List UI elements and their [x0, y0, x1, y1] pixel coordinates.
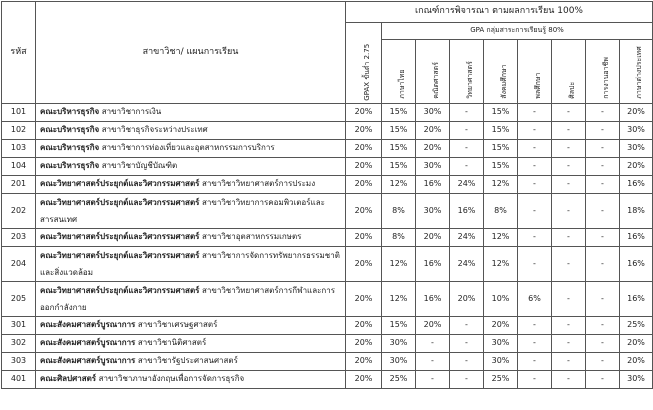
- major-name: สาขาวิชาการท่องเที่ยวและอุตสาหกรรมการบริการ: [99, 143, 275, 153]
- table-row: [2, 104, 653, 122]
- gpax-weight: 20%: [346, 317, 382, 335]
- subject-weight: 8%: [484, 194, 518, 229]
- subject-weight: 30%: [620, 371, 653, 389]
- major-name: สาขาวิชาวิทยาศาสตร์การประมง: [199, 179, 316, 189]
- program-code: 205: [2, 282, 36, 317]
- program-code: 401: [2, 371, 36, 389]
- program-name: [36, 371, 346, 389]
- program-code: 303: [2, 353, 36, 371]
- major-name: สาขาวิชาการเงิน: [99, 107, 162, 117]
- subject-weight: -: [586, 194, 620, 229]
- major-name: สาขาวิชาวิทยาศาสตร์การกีฬาและการออกกำลังกาย: [40, 286, 336, 312]
- table-row: [2, 140, 653, 158]
- subject-weight: -: [552, 335, 586, 353]
- subject-weight: 20%: [450, 282, 484, 317]
- subject-weight: 16%: [620, 176, 653, 194]
- subject-weight: -: [416, 335, 450, 353]
- subject-weight: -: [450, 371, 484, 389]
- subject-weight: 12%: [382, 247, 416, 282]
- gpax-weight: 20%: [346, 335, 382, 353]
- program-code: 104: [2, 158, 36, 176]
- subject-weight: 30%: [484, 353, 518, 371]
- table-row: [2, 176, 653, 194]
- subject-weight: -: [552, 140, 586, 158]
- subject-weight: 20%: [620, 104, 653, 122]
- faculty-name: คณะวิทยาศาสตร์ประยุกต์และวิศวกรรมศาสตร์: [40, 286, 200, 295]
- subject-weight: 12%: [484, 229, 518, 247]
- subject-weight: -: [518, 122, 552, 140]
- subject-weight: 16%: [620, 282, 653, 317]
- table-row: [2, 371, 653, 389]
- subject-weight: 20%: [620, 353, 653, 371]
- subject-weight: -: [586, 247, 620, 282]
- table-row: [2, 282, 653, 317]
- program-header: สาขาวิชา/ แผนการเรียน: [36, 2, 346, 104]
- subject-weight: -: [586, 176, 620, 194]
- subject-weight: 16%: [416, 282, 450, 317]
- major-name: สาขาวิชานิติศาสตร์: [135, 338, 207, 348]
- major-name: สาขาวิชาเศรษฐศาสตร์: [135, 320, 218, 330]
- subject-header: ภาษาต่างประเทศ: [620, 40, 653, 104]
- subject-weight: -: [552, 194, 586, 229]
- subject-weight: -: [450, 140, 484, 158]
- table-row: [2, 353, 653, 371]
- program-code: 204: [2, 247, 36, 282]
- subject-weight: 30%: [382, 353, 416, 371]
- subject-weight: -: [552, 282, 586, 317]
- table-row: [2, 247, 653, 282]
- subject-weight: -: [450, 317, 484, 335]
- admission-criteria-table: [1, 1, 653, 389]
- subject-weight: 24%: [450, 229, 484, 247]
- subject-weight: -: [552, 353, 586, 371]
- subject-header: คณิตศาสตร์: [416, 40, 450, 104]
- subject-weight: -: [450, 122, 484, 140]
- subject-weight: -: [518, 353, 552, 371]
- major-name: สาขาวิชาบัญชีบัณฑิต: [99, 161, 178, 171]
- program-name: [36, 104, 346, 122]
- subject-header: พลศึกษา: [518, 40, 552, 104]
- program-name: [36, 247, 346, 282]
- subject-header: วิทยาศาสตร์: [450, 40, 484, 104]
- table-row: [2, 335, 653, 353]
- subject-weight: 20%: [620, 335, 653, 353]
- subject-weight: 20%: [416, 122, 450, 140]
- subject-weight: -: [518, 247, 552, 282]
- faculty-name: คณะบริหารธุรกิจ: [40, 143, 100, 153]
- program-name: [36, 353, 346, 371]
- subject-weight: 15%: [382, 122, 416, 140]
- subject-weight: -: [518, 194, 552, 229]
- subject-weight: 24%: [450, 176, 484, 194]
- subject-weight: 20%: [620, 158, 653, 176]
- subject-header: สังคมศึกษา: [484, 40, 518, 104]
- subject-weight: 12%: [382, 176, 416, 194]
- gpax-weight: 20%: [346, 282, 382, 317]
- subject-weight: -: [450, 335, 484, 353]
- program-name: [36, 158, 346, 176]
- faculty-name: คณะบริหารธุรกิจ: [40, 161, 100, 171]
- gpax-weight: 20%: [346, 194, 382, 229]
- subject-weight: -: [450, 158, 484, 176]
- program-code: 102: [2, 122, 36, 140]
- subject-weight: -: [586, 104, 620, 122]
- subject-weight: -: [552, 122, 586, 140]
- subject-weight: -: [518, 104, 552, 122]
- gpax-weight: 20%: [346, 158, 382, 176]
- gpax-weight: 20%: [346, 104, 382, 122]
- major-name: สาขาวิชาการจัดการทรัพยากรธรรมชาติและสิ่งแวดล้อม: [40, 251, 340, 277]
- faculty-name: คณะบริหารธุรกิจ: [40, 125, 100, 135]
- subject-weight: -: [518, 317, 552, 335]
- faculty-name: คณะวิทยาศาสตร์ประยุกต์และวิศวกรรมศาสตร์: [40, 232, 200, 242]
- subject-weight: 25%: [382, 371, 416, 389]
- subject-weight: 30%: [416, 194, 450, 229]
- subject-weight: 30%: [620, 140, 653, 158]
- subject-weight: 16%: [416, 247, 450, 282]
- subject-weight: 20%: [416, 140, 450, 158]
- subject-weight: 15%: [382, 140, 416, 158]
- subject-weight: -: [518, 229, 552, 247]
- program-code: 101: [2, 104, 36, 122]
- major-name: สาขาวิชาธุรกิจระหว่างประเทศ: [99, 125, 208, 135]
- subject-weight: 20%: [484, 317, 518, 335]
- program-code: 103: [2, 140, 36, 158]
- gpax-weight: 20%: [346, 353, 382, 371]
- subject-weight: 10%: [484, 282, 518, 317]
- subject-weight: 25%: [620, 317, 653, 335]
- subject-weight: -: [518, 371, 552, 389]
- program-name: [36, 317, 346, 335]
- table-row: [2, 194, 653, 229]
- subject-weight: 6%: [518, 282, 552, 317]
- gpax-weight: 20%: [346, 140, 382, 158]
- table-row: [2, 317, 653, 335]
- subject-weight: 8%: [382, 229, 416, 247]
- gpax-weight: 20%: [346, 122, 382, 140]
- subject-header: ภาษาไทย: [382, 40, 416, 104]
- subject-weight: 15%: [484, 104, 518, 122]
- program-name: [36, 282, 346, 317]
- subject-weight: 30%: [484, 335, 518, 353]
- program-code: 302: [2, 335, 36, 353]
- subject-weight: 24%: [450, 247, 484, 282]
- subject-weight: -: [586, 353, 620, 371]
- subject-weight: 16%: [620, 229, 653, 247]
- subject-weight: 12%: [484, 247, 518, 282]
- subject-weight: -: [552, 176, 586, 194]
- subject-weight: -: [586, 229, 620, 247]
- criteria-header: เกณฑ์การพิจารณา ตามผลการเรียน 100%: [346, 2, 653, 23]
- subject-weight: -: [586, 371, 620, 389]
- program-name: [36, 176, 346, 194]
- subject-weight: -: [552, 317, 586, 335]
- subject-weight: -: [518, 140, 552, 158]
- major-name: สาขาวิชาภาษาอังกฤษเพื่อการจัดการธุรกิจ: [96, 374, 245, 384]
- gpax-weight: 20%: [346, 247, 382, 282]
- subject-weight: 20%: [416, 229, 450, 247]
- table-row: [2, 122, 653, 140]
- subject-weight: 12%: [382, 282, 416, 317]
- subject-weight: -: [586, 122, 620, 140]
- subject-weight: 30%: [620, 122, 653, 140]
- faculty-name: คณะวิทยาศาสตร์ประยุกต์และวิศวกรรมศาสตร์: [40, 179, 200, 189]
- faculty-name: คณะสังคมศาสตร์บูรณาการ: [40, 356, 136, 366]
- subject-weight: -: [586, 158, 620, 176]
- program-name: [36, 335, 346, 353]
- code-header: รหัส: [2, 2, 36, 104]
- program-code: 202: [2, 194, 36, 229]
- subject-weight: 16%: [450, 194, 484, 229]
- subject-weight: 15%: [484, 122, 518, 140]
- faculty-name: คณะศิลปศาสตร์: [40, 374, 97, 384]
- subject-weight: -: [552, 104, 586, 122]
- subject-weight: -: [552, 158, 586, 176]
- subject-weight: 30%: [382, 335, 416, 353]
- program-name: [36, 229, 346, 247]
- faculty-name: คณะวิทยาศาสตร์ประยุกต์และวิศวกรรมศาสตร์: [40, 198, 200, 207]
- subject-weight: -: [586, 140, 620, 158]
- subject-weight: 30%: [416, 104, 450, 122]
- gpax-weight: 20%: [346, 176, 382, 194]
- gpax-header: GPAX ขั้นต่ำ 2.75: [346, 23, 382, 104]
- table-row: [2, 158, 653, 176]
- subject-weight: -: [518, 176, 552, 194]
- program-code: 201: [2, 176, 36, 194]
- subject-weight: 30%: [416, 158, 450, 176]
- subject-weight: -: [450, 104, 484, 122]
- subject-weight: 12%: [484, 176, 518, 194]
- program-name: [36, 194, 346, 229]
- subject-weight: -: [450, 353, 484, 371]
- subject-weight: -: [552, 371, 586, 389]
- gpax-weight: 20%: [346, 229, 382, 247]
- gpa-group-header: GPA กลุ่มสาระการเรียนรู้ 80%: [382, 23, 653, 40]
- subject-weight: 15%: [382, 104, 416, 122]
- subject-header: ศิลปะ: [552, 40, 586, 104]
- program-code: 301: [2, 317, 36, 335]
- faculty-name: คณะสังคมศาสตร์บูรณาการ: [40, 320, 136, 330]
- subject-weight: 15%: [382, 158, 416, 176]
- subject-weight: -: [586, 335, 620, 353]
- faculty-name: คณะบริหารธุรกิจ: [40, 107, 100, 117]
- subject-weight: -: [552, 247, 586, 282]
- gpax-weight: 20%: [346, 371, 382, 389]
- subject-weight: -: [416, 353, 450, 371]
- subject-header: การงานอาชีพ: [586, 40, 620, 104]
- subject-weight: -: [416, 371, 450, 389]
- program-code: 203: [2, 229, 36, 247]
- subject-weight: 18%: [620, 194, 653, 229]
- program-name: [36, 140, 346, 158]
- subject-weight: 15%: [484, 158, 518, 176]
- major-name: สาขาวิชาอุตสาหกรรมเกษตร: [199, 232, 302, 242]
- major-name: สาขาวิชารัฐประศาสนศาสตร์: [135, 356, 238, 366]
- subject-weight: 15%: [382, 317, 416, 335]
- subject-weight: 8%: [382, 194, 416, 229]
- faculty-name: คณะวิทยาศาสตร์ประยุกต์และวิศวกรรมศาสตร์: [40, 251, 200, 260]
- table-row: [2, 229, 653, 247]
- subject-weight: -: [586, 282, 620, 317]
- subject-weight: -: [518, 158, 552, 176]
- subject-weight: 15%: [484, 140, 518, 158]
- subject-weight: -: [518, 335, 552, 353]
- subject-weight: 16%: [416, 176, 450, 194]
- subject-weight: 20%: [416, 317, 450, 335]
- subject-weight: 25%: [484, 371, 518, 389]
- subject-weight: -: [586, 317, 620, 335]
- subject-weight: 16%: [620, 247, 653, 282]
- faculty-name: คณะสังคมศาสตร์บูรณาการ: [40, 338, 136, 348]
- subject-weight: -: [552, 229, 586, 247]
- program-name: [36, 122, 346, 140]
- major-name: สาขาวิชาวิทยาการคอมพิวเตอร์และสารสนเทศ: [40, 198, 325, 224]
